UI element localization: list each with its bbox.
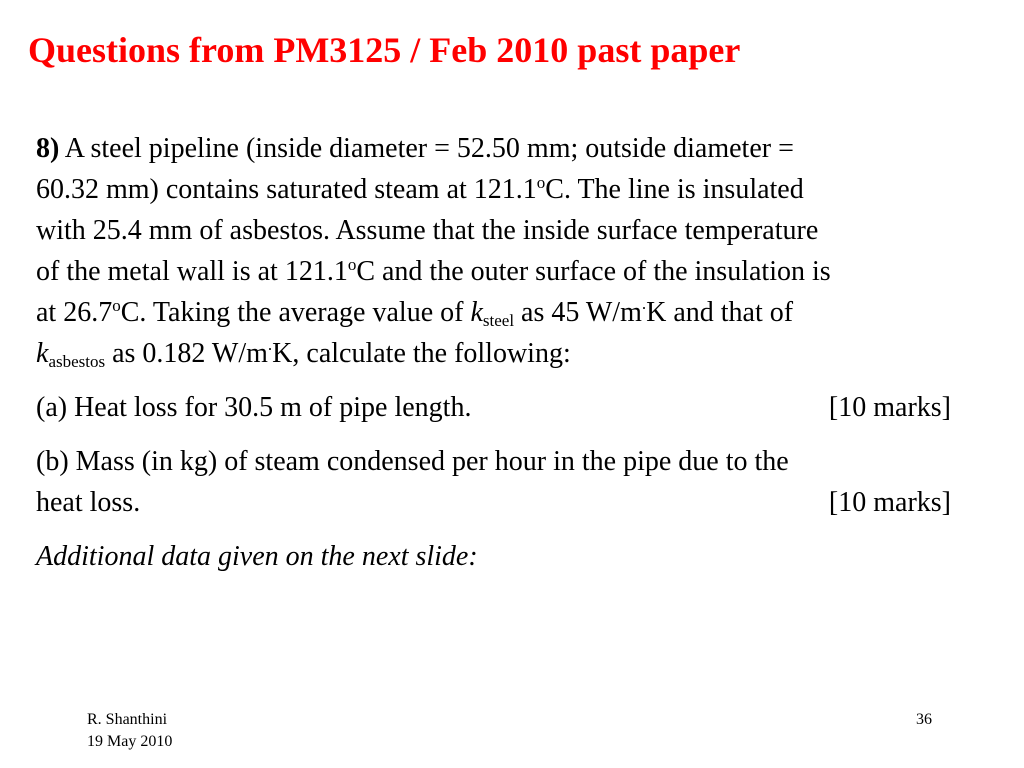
question-text-11: as 0.182 W/m: [105, 338, 268, 369]
question-text-6: C and the outer surface of the insulation is: [356, 256, 831, 287]
k-symbol: k: [470, 297, 483, 328]
part-b-text-line2: heat loss.: [36, 487, 141, 518]
footer-author: R. Shanthini: [87, 711, 168, 728]
multiplication-dot: .: [641, 294, 647, 313]
part-a-text: (a) Heat loss for 30.5 m of pipe length.: [36, 392, 472, 423]
question-text-4: with 25.4 mm of asbestos. Assume that the inside surface temperature: [36, 215, 819, 246]
question-text-7: at 26.7: [36, 297, 113, 328]
part-a-marks: [10 marks]: [828, 392, 951, 423]
multiplication-dot: .: [267, 335, 273, 354]
question-text-2: 60.32 mm) contains saturated steam at 121.1: [36, 174, 537, 205]
part-b: [36, 441, 1011, 523]
question-number: 8): [36, 133, 60, 164]
page-number: 36: [916, 711, 932, 728]
degree-superscript: o: [112, 296, 121, 315]
question-text-12: K, calculate the following:: [272, 338, 571, 369]
part-b-line2: [36, 482, 951, 523]
slide-title: Questions from PM3125 / Feb 2010 past paper: [28, 30, 741, 70]
k-symbol: k: [36, 338, 49, 369]
asbestos-subscript: asbestos: [48, 352, 106, 371]
question-text-10: K and that of: [646, 297, 794, 328]
footer-author-date: [87, 709, 172, 753]
footer-date: 19 May 2010: [87, 733, 173, 750]
degree-superscript: o: [347, 255, 357, 274]
part-a: [36, 387, 951, 428]
question-text-9: as 45 W/m: [514, 297, 642, 328]
slide-body: [36, 128, 1011, 577]
additional-data-note: Additional data given on the next slide:: [36, 541, 478, 572]
part-b-marks: [10 marks]: [828, 487, 951, 518]
degree-superscript: o: [536, 173, 546, 192]
part-b-text-line1: (b) Mass (in kg) of steam condensed per hour in the pipe due to the: [36, 446, 789, 477]
question-text-3: C. The line is insulated: [545, 174, 804, 205]
question-text-1: A steel pipeline (inside diameter = 52.50 mm; outside diameter =: [64, 133, 794, 164]
question-text-8: C. Taking the average value of: [120, 297, 471, 328]
steel-subscript: steel: [482, 311, 515, 330]
question-text-5: of the metal wall is at 121.1: [36, 256, 348, 287]
question-paragraph: [36, 128, 1011, 374]
